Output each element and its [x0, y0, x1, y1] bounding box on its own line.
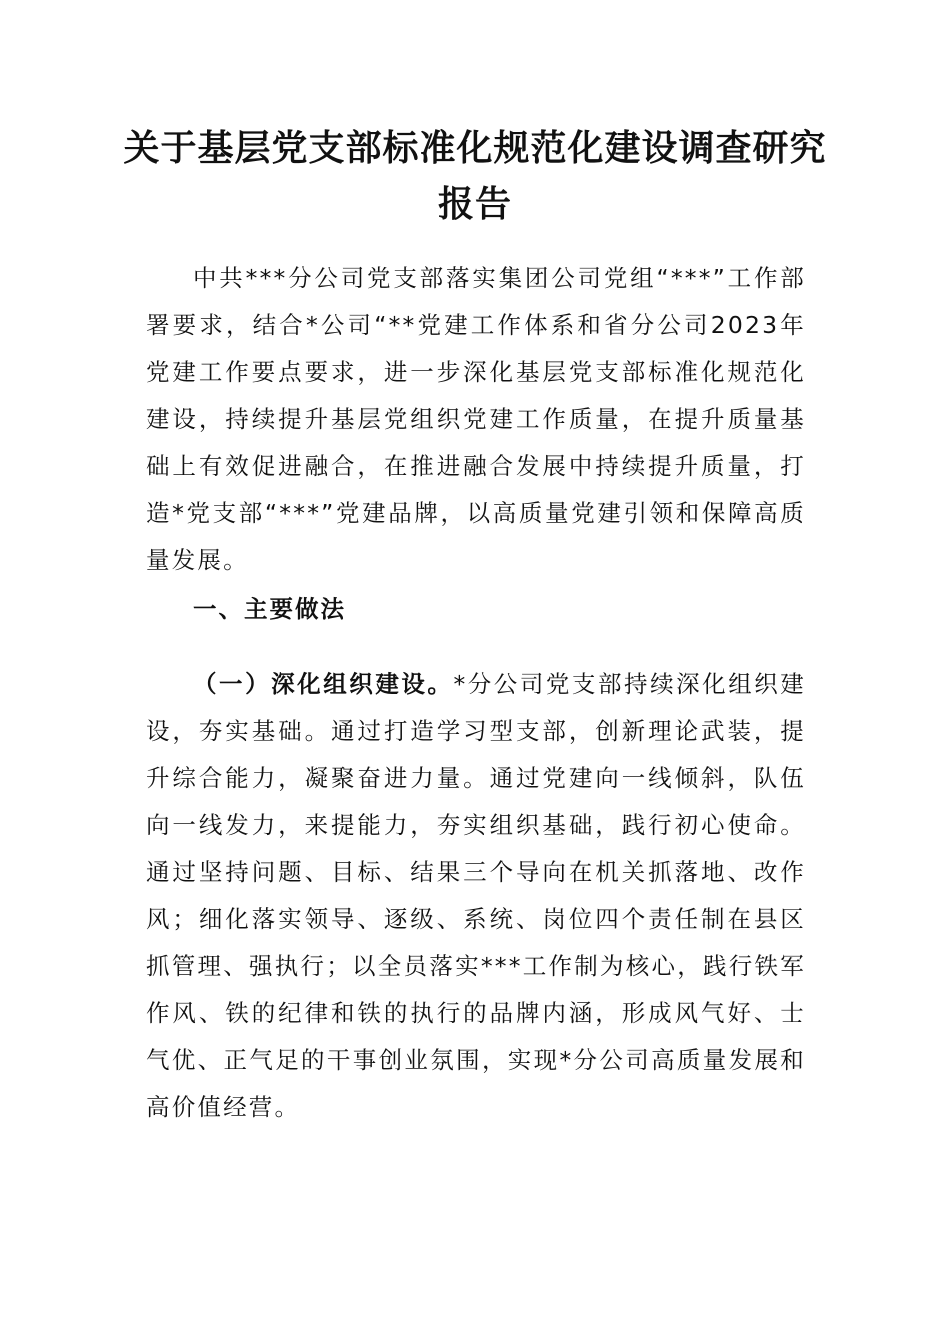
section-heading: 一、主要做法: [193, 595, 346, 623]
subsection-body: *分公司党支部持续深化组织建设，夯实基础。通过打造学习型支部，创新理论武装，提升综合能力，凝聚奋进力量。通过党建向一线倾斜，队伍向一线发力，来提能力，夯实组织基础，践行初心使命。通过坚持问题、目标、结果三个导向在机关抓落地、改作风；细化落实领导、逐级、系统、岗位四个责任制在县区抓管理、强执行；以全员落实***工作制为核心，践行铁军作风、铁的纪律和铁的执行的品牌内涵，形成风气好、士气优、正气足的干事创业氛围，实现*分公司高质量发展和高价值经营。: [146, 670, 806, 1121]
subsection-paragraph: [146, 661, 806, 1131]
document-title: 关于基层党支部标准化规范化建设调查研究报告: [123, 127, 827, 225]
intro-paragraph: 中共***分公司党支部落实集团公司党组“***”工作部署要求，结合*公司“**党建工作体系和省分公司2023年党建工作要点要求，进一步深化基层党支部标准化规范化建设，持续提升基层党组织党建工作质量，在提升质量基础上有效促进融合，在推进融合发展中持续提升质量，打造*党支部“***”党建品牌，以高质量党建引领和保障高质量发展。: [146, 264, 806, 574]
subsection-lead: （一）深化组织建设。: [193, 670, 454, 698]
